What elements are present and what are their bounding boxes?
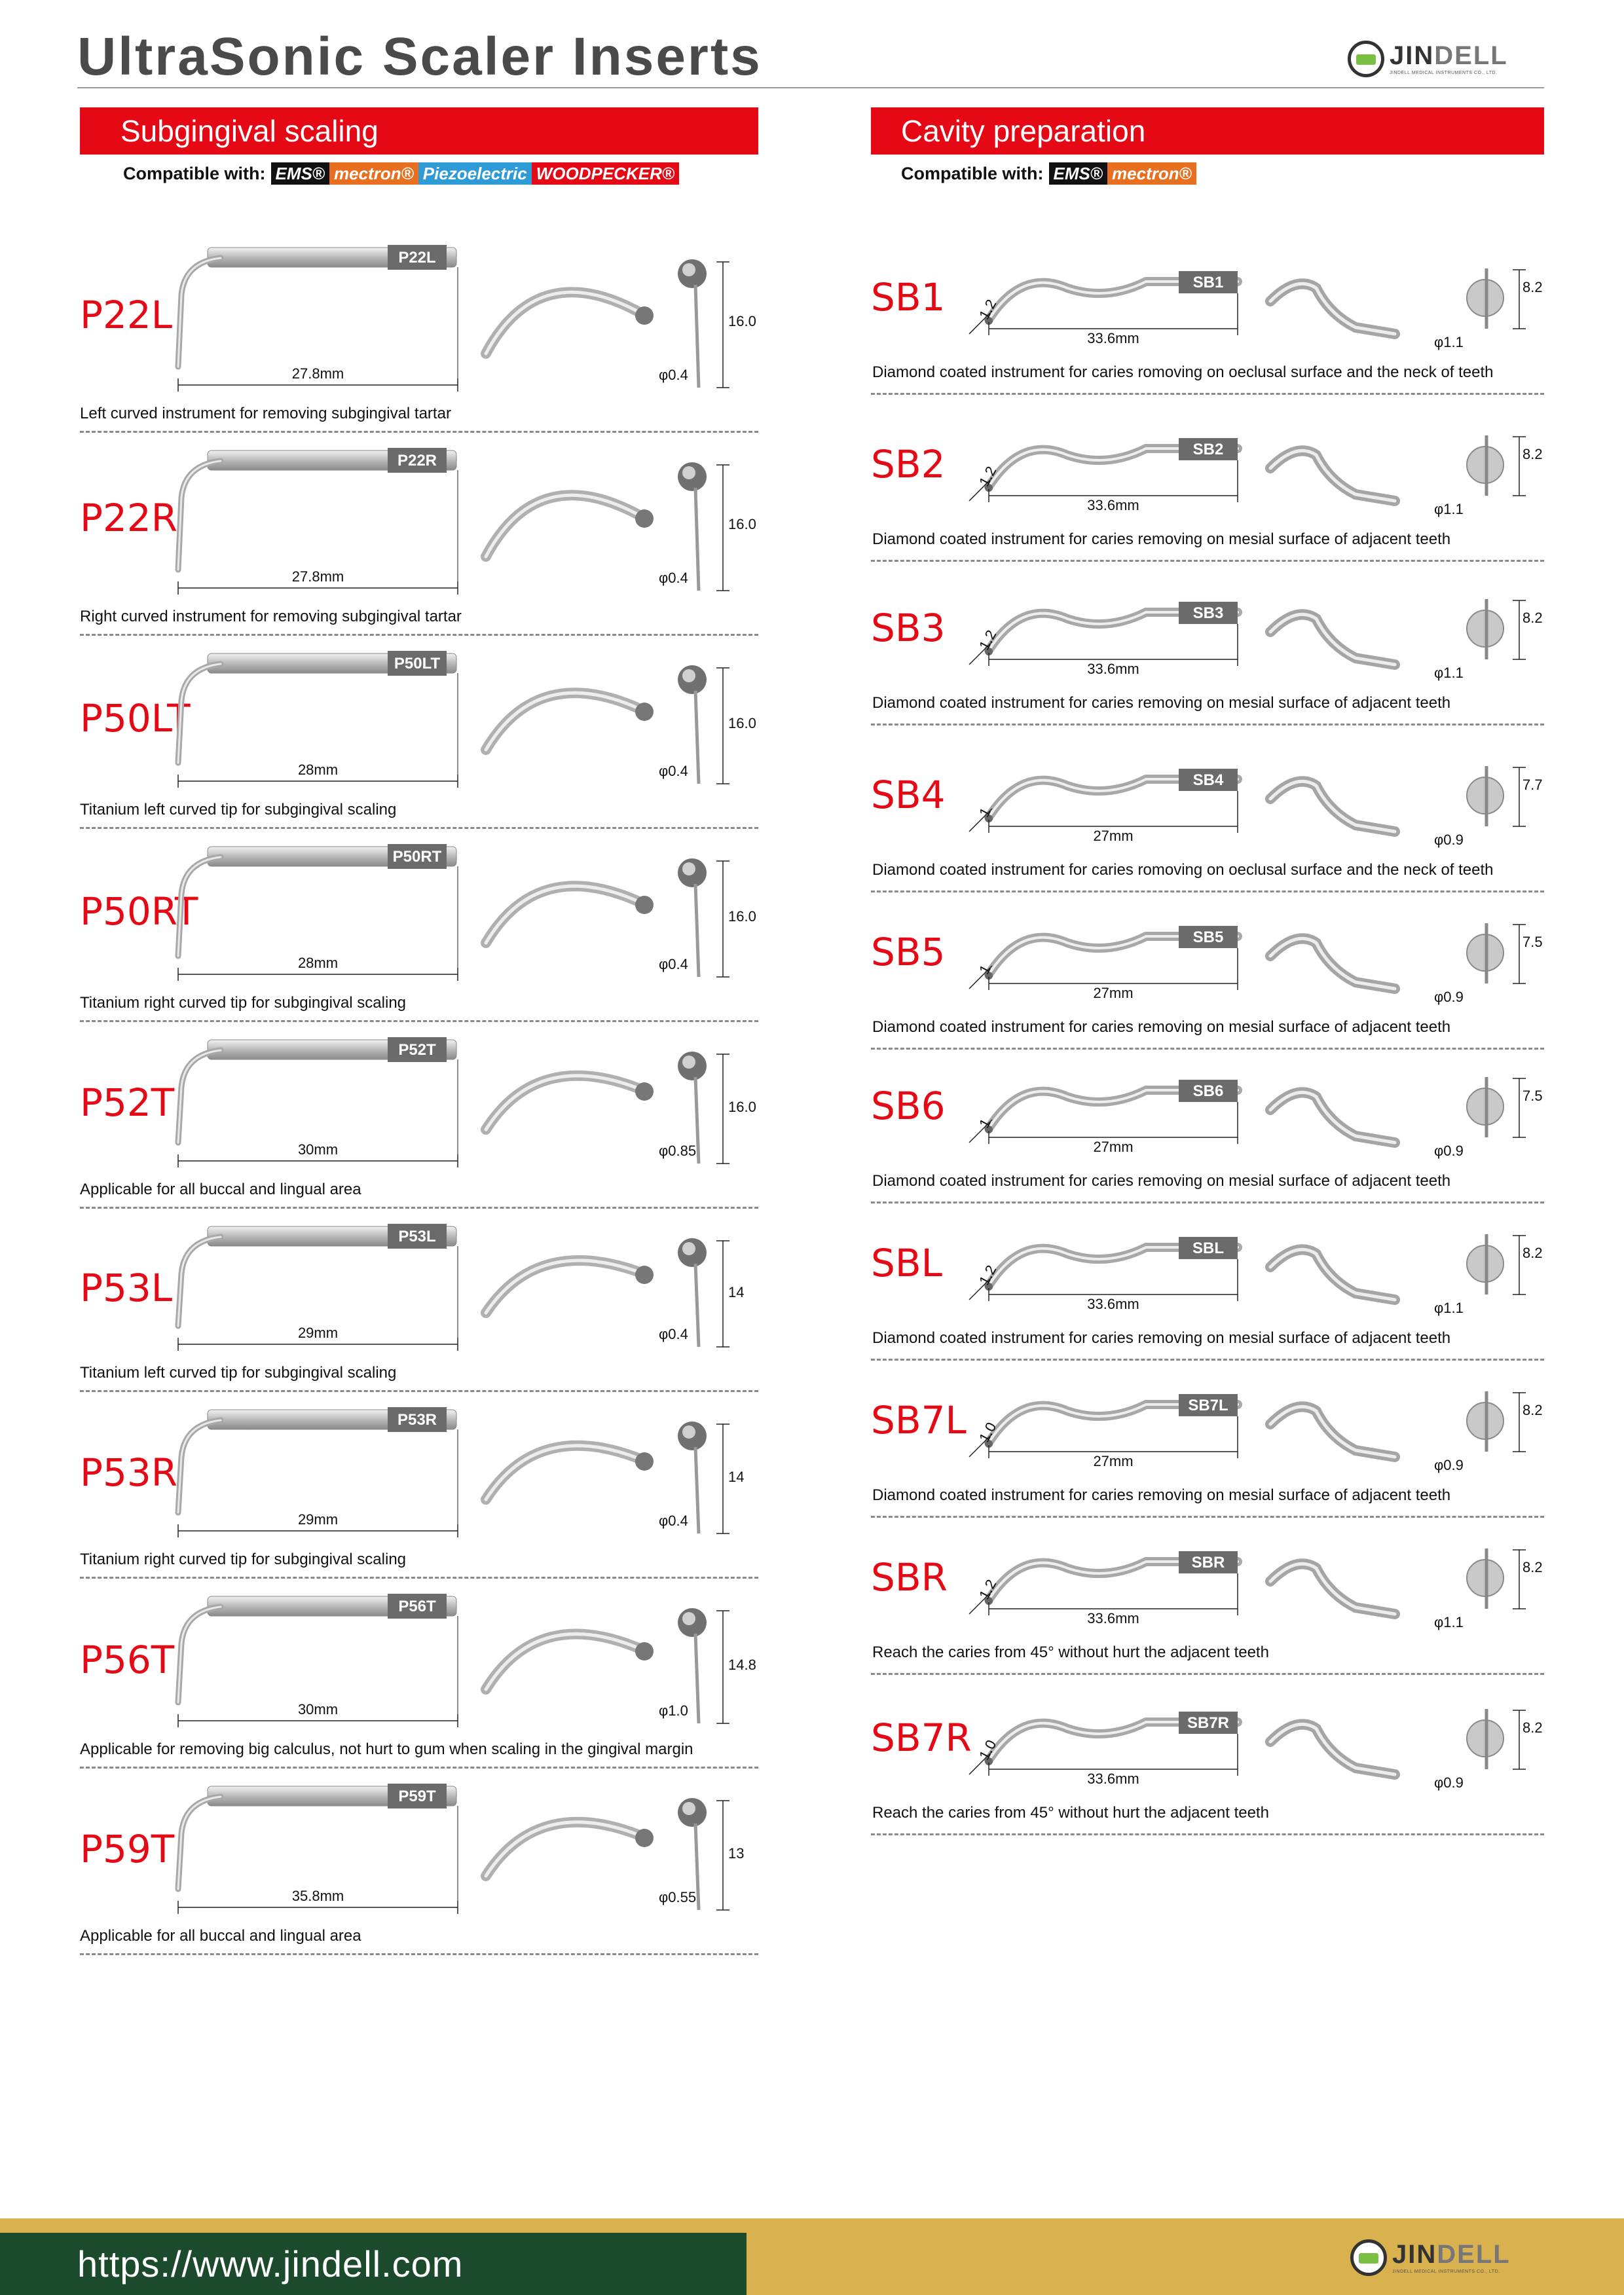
tip-description: Titanium right curved tip for subgingival scaling: [80, 1551, 407, 1568]
tip-description: Diamond coated instrument for caries removing on mesial surface of adjacent teeth: [872, 1172, 1451, 1190]
row-divider: [871, 393, 1544, 395]
compatible-label: Compatible with:: [901, 163, 1044, 183]
tip-description: Applicable for removing big calculus, not hurt to gum when scaling in the gingival margin: [80, 1740, 693, 1758]
jindell-emblem-icon: [1350, 2239, 1387, 2276]
tip-description: Left curved instrument for removing subgingival tartar: [80, 405, 451, 422]
side-dimension-value: 7.5: [1522, 934, 1543, 950]
cavity-tip-entry: [871, 904, 1544, 1071]
scaler-tip-entry: [80, 1215, 758, 1398]
diameter-symbol-icon: φ: [659, 367, 669, 383]
tip-description: Reach the caries from 45° without hurt the adjacent teeth: [872, 1804, 1269, 1822]
tip-curve: [178, 1050, 221, 1143]
angle-value: 1.0: [976, 1419, 1000, 1445]
side-dimension-value: 7.5: [1522, 1088, 1543, 1104]
side-dimension-value: 16.0: [728, 715, 756, 731]
row-divider: [80, 634, 758, 636]
jindell-logo: [1348, 41, 1508, 77]
side-dimension-value: 16.0: [728, 516, 756, 532]
tip-description: Diamond coated instrument for caries removing on mesial surface of adjacent teeth: [872, 1329, 1451, 1347]
length-value: 27mm: [1093, 1453, 1134, 1469]
jindell-logo-footer: [1350, 2239, 1511, 2276]
tip-plate-label: P22L: [398, 249, 436, 266]
tip-plate-label: P50LT: [394, 655, 441, 672]
angle-value: 1: [976, 805, 994, 820]
scaler-tip-entry: [80, 835, 758, 1028]
diameter-value: φ0.4: [659, 956, 688, 972]
angle-value: 1: [976, 962, 994, 977]
tip-code: SB5: [871, 930, 946, 974]
diameter-value: φ1.1: [1434, 665, 1464, 681]
length-value: 33.6mm: [1087, 1610, 1139, 1626]
scaler-tip-entry: [80, 439, 758, 642]
brand-badge-piezoelectric: Piezoelectric: [418, 162, 532, 185]
brand-badge-ems: EMS®: [271, 162, 330, 185]
cavity-tip-entry: [871, 1372, 1544, 1539]
tip-curve: [178, 1797, 221, 1889]
length-value: 27.8mm: [291, 365, 344, 382]
side-dimension-value: 16.0: [728, 908, 756, 925]
tip-description: Right curved instrument for removing subgingival tartar: [80, 608, 462, 625]
length-value: 29mm: [297, 1325, 339, 1341]
side-dimension-value: 8.2: [1522, 1559, 1543, 1575]
tip-plate-label: SBR: [1191, 1554, 1225, 1571]
tip-curve: [178, 461, 221, 570]
scaler-tip-entry: [80, 236, 758, 439]
tip-curve: [178, 1420, 221, 1513]
jindell-emblem-icon: [1348, 41, 1384, 77]
tip-code: SBL: [871, 1241, 942, 1285]
length-value: 27mm: [1093, 1139, 1134, 1155]
row-divider: [80, 431, 758, 433]
tip-description: Diamond coated instrument for caries removing on mesial surface of adjacent teeth: [872, 1018, 1451, 1036]
angle-value: 1.0: [976, 1736, 1000, 1763]
diameter-value: φ0.9: [1434, 1774, 1464, 1791]
length-value: 30mm: [297, 1701, 339, 1717]
diameter-symbol-icon: φ: [659, 1702, 669, 1719]
side-dimension-value: 8.2: [1522, 279, 1543, 295]
page-title: UltraSonic Scaler Inserts: [77, 27, 762, 86]
scaler-tip-entry: [80, 1398, 758, 1585]
diameter-value: φ0.4: [659, 1513, 688, 1529]
diameter-value: φ0.85: [659, 1143, 697, 1159]
tip-plate-label: P53R: [397, 1411, 437, 1429]
length-value: 33.6mm: [1087, 1771, 1139, 1787]
length-value: 28mm: [297, 762, 339, 778]
row-divider: [871, 1673, 1544, 1675]
tip-plate-label: P50RT: [392, 848, 442, 866]
diameter-value: φ0.9: [1434, 832, 1464, 848]
cavity-tip-entry: [871, 1529, 1544, 1696]
tip-code: P22R: [80, 496, 178, 540]
tip-plate-label: SBL: [1192, 1239, 1224, 1257]
tip-code: SB3: [871, 606, 946, 650]
scaler-tip-entry: [80, 1774, 758, 1961]
diameter-value: φ0.4: [659, 367, 688, 383]
side-dimension-value: 14: [728, 1469, 745, 1485]
tip-description: Diamond coated instrument for caries removing on mesial surface of adjacent teeth: [872, 530, 1451, 548]
tip-plate-label: P52T: [398, 1041, 436, 1059]
diameter-value: φ1.1: [1434, 1300, 1464, 1316]
tip-plate-label: SB4: [1192, 771, 1224, 789]
diameter-value: φ0.4: [659, 1326, 688, 1342]
length-value: 33.6mm: [1087, 1296, 1139, 1312]
diameter-symbol-icon: φ: [1434, 501, 1444, 517]
tip-curve: [178, 857, 221, 956]
tip-code: SB1: [871, 275, 946, 320]
tip-plate-label: P53L: [398, 1228, 436, 1245]
diameter-symbol-icon: φ: [1434, 1300, 1444, 1316]
side-dimension-value: 7.7: [1522, 777, 1543, 793]
tip-code: P22L: [80, 293, 173, 337]
tip-description: Applicable for all buccal and lingual area: [80, 1927, 361, 1945]
tip-description: Diamond coated instrument for caries romoving on oeclusal surface and the neck of teeth: [872, 861, 1494, 879]
tip-description: Diamond coated instrument for caries romoving on oeclusal surface and the neck of teeth: [872, 363, 1494, 381]
length-value: 27mm: [1093, 828, 1134, 844]
tip-code: SBR: [871, 1555, 948, 1600]
brand-badge-woodpecker: WOODPECKER®: [532, 162, 679, 185]
tip-code: P50LT: [80, 696, 191, 741]
tip-description: Applicable for all buccal and lingual area: [80, 1181, 361, 1198]
row-divider: [80, 827, 758, 829]
cavity-tip-entry: [871, 579, 1544, 746]
side-dimension-value: 8.2: [1522, 1245, 1543, 1261]
row-divider: [80, 1767, 758, 1769]
diameter-symbol-icon: φ: [1434, 334, 1444, 350]
row-divider: [871, 1202, 1544, 1203]
tip-plate-label: SB3: [1192, 604, 1224, 622]
side-dimension-value: 8.2: [1522, 1402, 1543, 1418]
tip-description: Diamond coated instrument for caries removing on mesial surface of adjacent teeth: [872, 1486, 1451, 1504]
row-divider: [871, 1048, 1544, 1050]
diameter-symbol-icon: φ: [1434, 989, 1444, 1005]
tip-plate-label: SB2: [1192, 441, 1224, 458]
diameter-value: φ1.0: [659, 1702, 688, 1719]
row-divider: [871, 1359, 1544, 1361]
tip-description: Titanium right curved tip for subgingival scaling: [80, 994, 407, 1012]
diameter-value: φ0.9: [1434, 989, 1464, 1005]
tip-code: P50RT: [80, 889, 198, 934]
tip-code: SB7R: [871, 1716, 972, 1760]
tip-code: SB2: [871, 442, 946, 487]
tip-curve: [178, 1237, 221, 1326]
row-divider: [80, 1207, 758, 1209]
footer-rule: [0, 2218, 1624, 2225]
tip-plate-label: P22R: [397, 452, 437, 469]
scaler-tip-entry: [80, 1028, 758, 1215]
tip-curve: [178, 1607, 221, 1702]
row-divider: [871, 724, 1544, 725]
tip-plate-label: SB7L: [1188, 1397, 1228, 1414]
brand-badge-mectron: mectron®: [329, 162, 418, 185]
side-dimension-value: 13: [728, 1845, 745, 1862]
tip-curve: [178, 258, 221, 367]
tip-description: Reach the caries from 45° without hurt the adjacent teeth: [872, 1643, 1269, 1661]
length-value: 29mm: [297, 1511, 339, 1528]
cavity-tip-entry: [871, 1689, 1544, 1856]
diameter-value: φ0.9: [1434, 1457, 1464, 1473]
row-divider: [80, 1953, 758, 1955]
side-dimension-value: 14.8: [728, 1657, 756, 1673]
diameter-symbol-icon: φ: [1434, 665, 1444, 681]
tip-code: P56T: [80, 1638, 175, 1682]
tip-description: Titanium left curved tip for subgingival scaling: [80, 1364, 397, 1382]
angle-value: 1.2: [976, 296, 1000, 322]
diameter-value: φ1.1: [1434, 1614, 1464, 1630]
diameter-symbol-icon: φ: [659, 570, 669, 586]
angle-value: 1.2: [976, 627, 1000, 653]
side-dimension-value: 14: [728, 1284, 745, 1300]
tip-code: SB7L: [871, 1398, 967, 1442]
tip-plate-label: SB7R: [1187, 1714, 1230, 1732]
tip-plate-label: SB6: [1192, 1082, 1224, 1100]
length-value: 30mm: [297, 1141, 339, 1158]
diameter-value: φ1.1: [1434, 501, 1464, 517]
length-value: 28mm: [297, 955, 339, 971]
diameter-symbol-icon: φ: [659, 1143, 669, 1159]
side-dimension-value: 8.2: [1522, 446, 1543, 462]
side-dimension-value: 16.0: [728, 313, 756, 329]
cavity-tip-entry: [871, 1215, 1544, 1382]
logo-subtitle: JINDELL MEDICAL INSTRUMENTS CO., LTD.: [1392, 2269, 1500, 2274]
tip-plate-label: P59T: [398, 1788, 436, 1805]
diameter-symbol-icon: φ: [659, 1513, 669, 1529]
title-divider: [77, 87, 1544, 88]
diameter-symbol-icon: φ: [1434, 1774, 1444, 1791]
tip-plate-label: SB5: [1192, 928, 1224, 946]
angle-value: 1: [976, 1116, 994, 1131]
length-value: 33.6mm: [1087, 661, 1139, 677]
diameter-symbol-icon: φ: [659, 763, 669, 779]
angle-value: 1.2: [976, 1576, 1000, 1602]
cavity-tip-entry: [871, 746, 1544, 913]
diameter-value: φ0.9: [1434, 1143, 1464, 1159]
tip-code: P52T: [80, 1080, 175, 1125]
side-dimension-value: 8.2: [1522, 610, 1543, 626]
cavity-tip-entry: [871, 1057, 1544, 1224]
row-divider: [80, 1577, 758, 1579]
footer-url-link[interactable]: https://www.jindell.com: [0, 2233, 747, 2295]
tip-code: SB4: [871, 773, 946, 817]
diameter-symbol-icon: φ: [1434, 1143, 1444, 1159]
diameter-symbol-icon: φ: [659, 1326, 669, 1342]
diameter-value: φ1.1: [1434, 334, 1464, 350]
row-divider: [871, 890, 1544, 892]
diameter-symbol-icon: φ: [659, 956, 669, 972]
compatibility-left: [123, 162, 679, 185]
tip-code: P53R: [80, 1450, 178, 1495]
brand-badge-mectron: mectron®: [1107, 162, 1196, 185]
tip-plate-label: SB1: [1192, 274, 1224, 291]
length-value: 35.8mm: [291, 1888, 344, 1904]
logo-subtitle: JINDELL MEDICAL INSTRUMENTS CO., LTD.: [1390, 71, 1498, 75]
tip-code: SB6: [871, 1084, 946, 1128]
diameter-value: φ0.4: [659, 570, 688, 586]
cavity-tip-entry: [871, 249, 1544, 416]
length-value: 27mm: [1093, 985, 1134, 1001]
tip-code: P53L: [80, 1266, 173, 1310]
length-value: 33.6mm: [1087, 497, 1139, 513]
angle-value: 1.2: [976, 463, 1000, 489]
logo-brand: JINDELL: [1392, 2240, 1511, 2269]
row-divider: [871, 560, 1544, 562]
angle-value: 1.2: [976, 1262, 1000, 1288]
tip-description: Diamond coated instrument for caries removing on mesial surface of adjacent teeth: [872, 694, 1451, 712]
length-value: 27.8mm: [291, 568, 344, 585]
side-dimension-value: 16.0: [728, 1099, 756, 1115]
diameter-symbol-icon: φ: [1434, 1614, 1444, 1630]
logo-brand: JINDELL: [1390, 41, 1508, 70]
tip-plate-label: P56T: [398, 1598, 436, 1615]
scaler-tip-entry: [80, 642, 758, 835]
diameter-symbol-icon: φ: [1434, 1457, 1444, 1473]
diameter-symbol-icon: φ: [1434, 832, 1444, 848]
row-divider: [871, 1516, 1544, 1518]
scaler-tip-entry: [80, 1585, 758, 1774]
tip-code: P59T: [80, 1827, 175, 1871]
compatible-label: Compatible with:: [123, 163, 266, 183]
row-divider: [80, 1390, 758, 1392]
tip-description: Titanium left curved tip for subgingival scaling: [80, 801, 397, 818]
diameter-value: φ0.55: [659, 1889, 697, 1905]
row-divider: [871, 1833, 1544, 1835]
compatibility-right: [901, 162, 1196, 185]
tip-curve: [178, 664, 221, 763]
section-title-cavity: Cavity preparation: [871, 107, 1544, 155]
section-title-subgingival: Subgingival scaling: [80, 107, 758, 155]
diameter-value: φ0.4: [659, 763, 688, 779]
cavity-tip-entry: [871, 416, 1544, 583]
diameter-symbol-icon: φ: [659, 1889, 669, 1905]
row-divider: [80, 1020, 758, 1022]
side-dimension-value: 8.2: [1522, 1719, 1543, 1736]
length-value: 33.6mm: [1087, 330, 1139, 346]
brand-badge-ems: EMS®: [1049, 162, 1108, 185]
